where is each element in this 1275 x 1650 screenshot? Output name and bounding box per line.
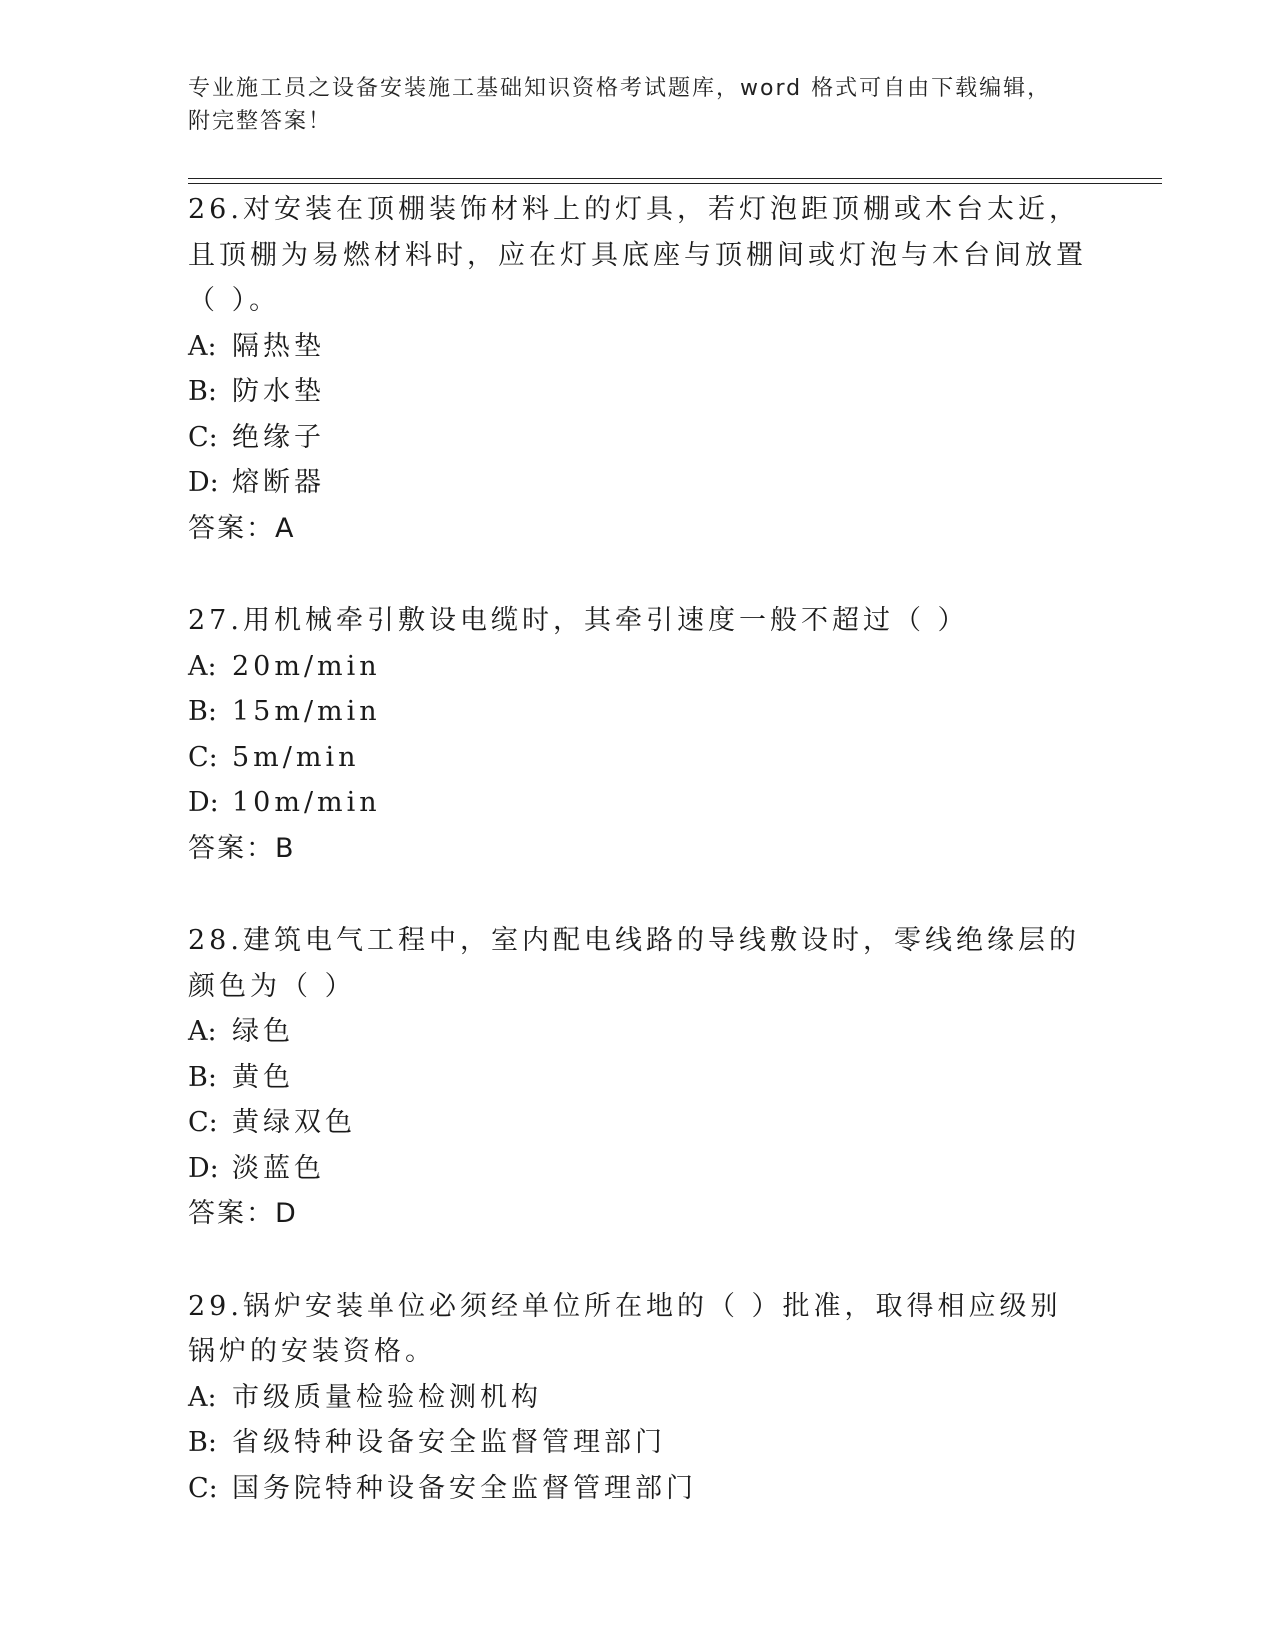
option-key: A: bbox=[188, 1016, 217, 1047]
option-a bbox=[188, 1375, 1088, 1421]
option-c bbox=[188, 1466, 1088, 1512]
option-d bbox=[188, 460, 1088, 506]
option-text: 15m/min bbox=[232, 696, 381, 727]
option-text: 防水垫 bbox=[232, 376, 325, 407]
option-key: B: bbox=[188, 1427, 217, 1458]
option-text: 黄色 bbox=[232, 1061, 294, 1093]
option-text: 熔断器 bbox=[232, 467, 325, 498]
question-list bbox=[188, 187, 1088, 1511]
option-key: A: bbox=[188, 330, 217, 362]
option-key: C: bbox=[188, 741, 218, 773]
option-text: 5m/min bbox=[232, 741, 360, 773]
option-text: 国务院特种设备安全监督管理部门 bbox=[232, 1472, 697, 1504]
answer-line: 答案：D bbox=[188, 1198, 298, 1229]
option-key: D: bbox=[188, 787, 219, 818]
option-text: 10m/min bbox=[232, 787, 381, 818]
option-b bbox=[188, 1420, 1088, 1466]
answer-line: 答案：B bbox=[188, 832, 296, 864]
option-text: 市级质量检验检测机构 bbox=[232, 1381, 542, 1413]
option-a bbox=[188, 324, 1088, 370]
option-b bbox=[188, 689, 1088, 735]
option-d bbox=[188, 780, 1088, 826]
option-c bbox=[188, 735, 1088, 781]
header-divider-bottom bbox=[188, 183, 1162, 184]
option-text: 绝缘子 bbox=[232, 421, 325, 453]
question-28 bbox=[188, 918, 1088, 1237]
option-text: 绿色 bbox=[232, 1016, 294, 1047]
question-26 bbox=[188, 187, 1088, 551]
option-text: 隔热垫 bbox=[232, 330, 325, 362]
option-key: C: bbox=[188, 1472, 218, 1504]
option-text: 黄绿双色 bbox=[232, 1107, 356, 1138]
question-stem: 29.锅炉安装单位必须经单位所在地的（ ）批准，取得相应级别锅炉的安装资格。 bbox=[188, 1290, 1062, 1367]
option-key: B: bbox=[188, 376, 217, 407]
option-key: A: bbox=[188, 1381, 217, 1413]
option-d bbox=[188, 1146, 1088, 1192]
option-text: 20m/min bbox=[232, 650, 381, 682]
option-a bbox=[188, 644, 1088, 690]
document-header bbox=[188, 72, 1088, 138]
question-29 bbox=[188, 1284, 1088, 1512]
option-b bbox=[188, 1055, 1088, 1101]
option-key: B: bbox=[188, 696, 217, 727]
question-stem: 27.用机械牵引敷设电缆时，其牵引速度一般不超过（ ） bbox=[188, 605, 969, 636]
option-key: D: bbox=[188, 467, 219, 498]
question-stem: 26.对安装在顶棚装饰材料上的灯具，若灯泡距顶棚或木台太近，且顶棚为易燃材料时，应在灯具底座与顶棚间或灯泡与木台间放置（ ）。 bbox=[188, 194, 1087, 316]
question-stem: 28.建筑电气工程中，室内配电线路的导线敷设时，零线绝缘层的颜色为（ ） bbox=[188, 925, 1080, 1002]
option-key: A: bbox=[188, 650, 217, 682]
option-text: 淡蓝色 bbox=[232, 1152, 325, 1184]
option-text: 省级特种设备安全监督管理部门 bbox=[232, 1427, 666, 1458]
header-line-1: 专业施工员之设备安装施工基础知识资格考试题库，word 格式可自由下载编辑， bbox=[188, 76, 1052, 101]
option-key: D: bbox=[188, 1152, 219, 1184]
option-c bbox=[188, 1100, 1088, 1146]
header-divider-top bbox=[188, 178, 1162, 179]
answer-line: 答案：A bbox=[188, 512, 296, 544]
option-key: C: bbox=[188, 421, 218, 453]
option-key: C: bbox=[188, 1107, 218, 1138]
option-key: B: bbox=[188, 1061, 217, 1093]
question-27 bbox=[188, 598, 1088, 871]
option-a bbox=[188, 1009, 1088, 1055]
option-c bbox=[188, 415, 1088, 461]
header-line-2: 附完整答案！ bbox=[188, 109, 333, 134]
option-b bbox=[188, 369, 1088, 415]
